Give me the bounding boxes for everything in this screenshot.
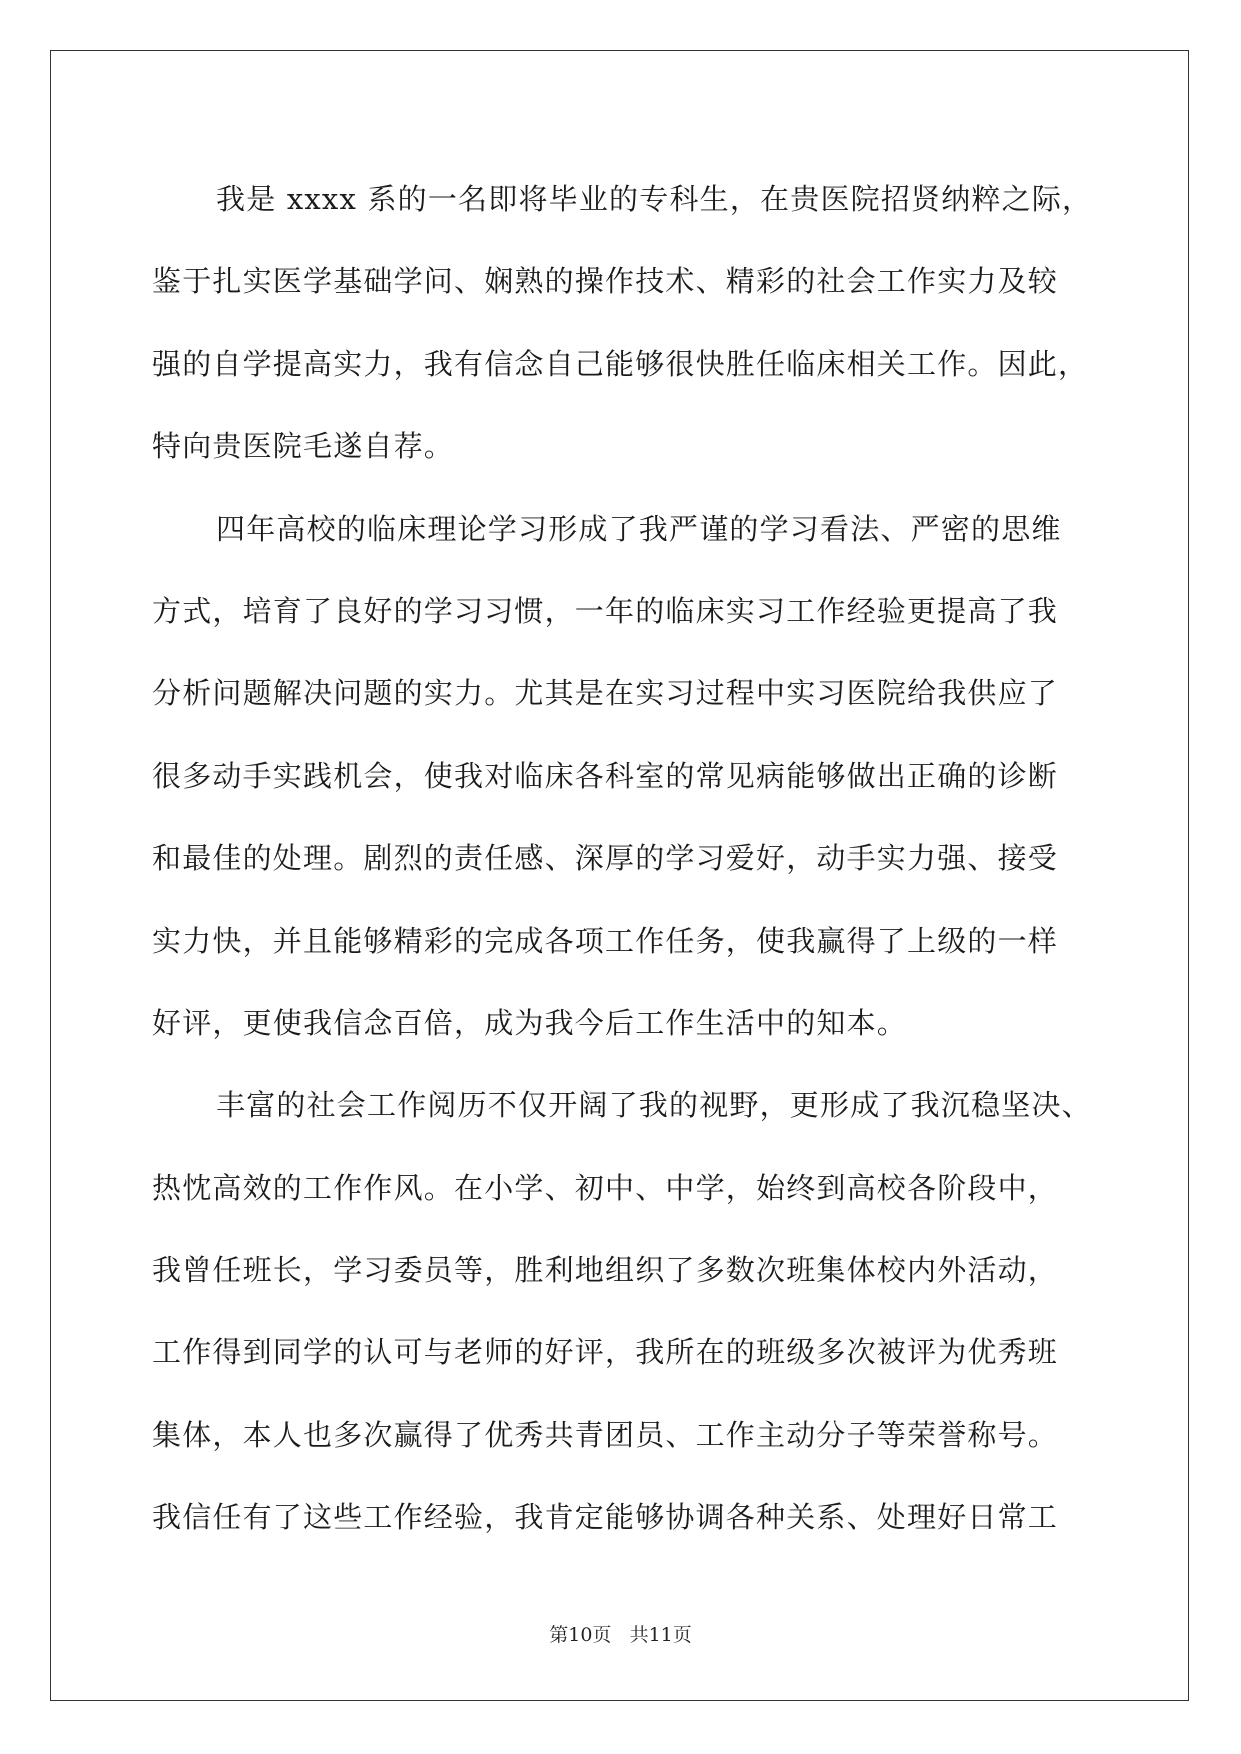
document-body: [152, 158, 1102, 1559]
text-line: 工作得到同学的认可与老师的好评，我所在的班级多次被评为优秀班: [152, 1335, 1059, 1370]
text-line: 我信任有了这些工作经验，我肯定能够协调各种关系、处理好日常工: [152, 1500, 1059, 1535]
text-line: 方式，培育了良好的学习习惯，一年的临床实习工作经验更提高了我: [152, 593, 1059, 628]
page-number: 第10页: [549, 1624, 612, 1646]
text-line: 热忱高效的工作作风。在小学、初中、中学，始终到高校各阶段中，: [152, 1170, 1059, 1205]
text-line: 集体，本人也多次赢得了优秀共青团员、工作主动分子等荣誉称号。: [152, 1417, 1059, 1452]
text-line: 好评，更使我信念百倍，成为我今后工作生活中的知本。: [152, 1005, 908, 1040]
text-line: 特向贵医院毛遂自荐。: [152, 429, 455, 464]
text-line: 很多动手实践机会，使我对临床各科室的常见病能够做出正确的诊断: [152, 758, 1059, 793]
page-total: 共11页: [629, 1624, 692, 1646]
text-line: 和最佳的处理。剧烈的责任感、深厚的学习爱好，动手实力强、接受: [152, 841, 1059, 876]
text-line: 丰富的社会工作阅历不仅开阔了我的视野，更形成了我沉稳坚决、: [216, 1088, 1092, 1123]
text-line: 强的自学提高实力，我有信念自己能够很快胜任临床相关工作。因此，: [152, 346, 1089, 381]
text-line: 我是 xxxx 系的一名即将毕业的专科生，在贵医院招贤纳粹之际，: [216, 182, 1093, 216]
text-line: 分析问题解决问题的实力。尤其是在实习过程中实习医院给我供应了: [152, 676, 1059, 711]
text-line: 我曾任班长，学习委员等，胜利地组织了多数次班集体校内外活动，: [152, 1253, 1059, 1288]
text-line: 四年高校的临床理论学习形成了我严谨的学习看法、严密的思维: [216, 511, 1062, 546]
text-line: 鉴于扎实医学基础学问、娴熟的操作技术、精彩的社会工作实力及较: [152, 264, 1059, 299]
page-footer: [0, 1622, 1241, 1648]
text-line: 实力快，并且能够精彩的完成各项工作任务，使我赢得了上级的一样: [152, 923, 1059, 958]
